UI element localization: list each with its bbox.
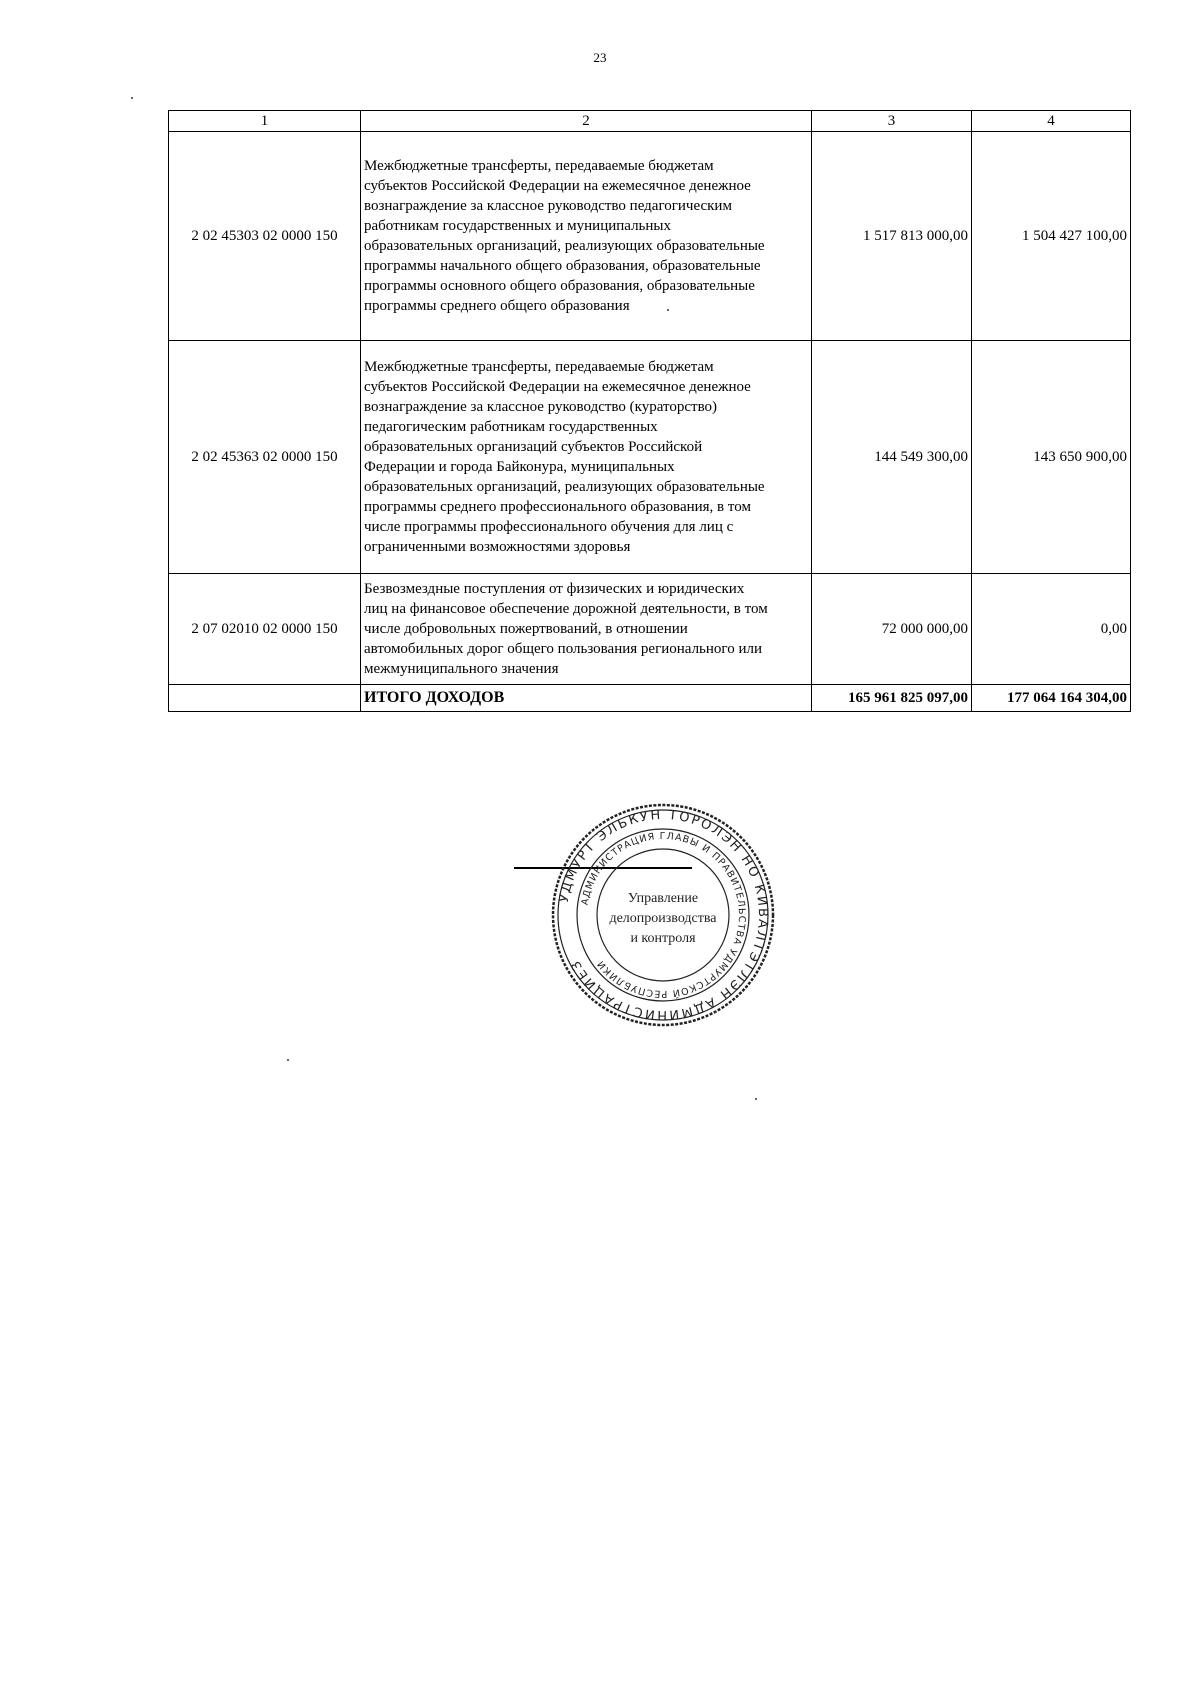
- column-header-2: 2: [361, 111, 812, 132]
- description-line: программы среднего профессионального образования, в том: [364, 499, 751, 515]
- description-line: программы начального общего образования, образовательные: [364, 258, 761, 274]
- total-label: ИТОГО ДОХОДОВ: [361, 685, 812, 712]
- description-line: лиц на финансовое обеспечение дорожной деятельности, в том: [364, 601, 768, 617]
- description-line: образовательных организаций субъектов Российской: [364, 439, 703, 455]
- total-row: [169, 685, 1131, 712]
- description-line: субъектов Российской Федерации на ежемесячное денежное: [364, 178, 751, 194]
- description-line: межмуниципального значения: [364, 661, 559, 677]
- budget-code: 2 07 02010 02 0000 150: [169, 574, 361, 685]
- table-row: [169, 574, 1131, 685]
- scan-speck: [131, 97, 133, 99]
- description-line: образовательных организаций, реализующих образовательные: [364, 238, 765, 254]
- scan-speck: [755, 1098, 757, 1100]
- description-line: Безвозмездные поступления от физических и юридических: [364, 581, 745, 597]
- revenue-description: [361, 132, 812, 341]
- scan-speck: [287, 1059, 289, 1061]
- description-line: программы среднего общего образования: [364, 298, 630, 314]
- amount-column-4: 143 650 900,00: [972, 341, 1131, 574]
- description-line: числе добровольных пожертвований, в отношении: [364, 621, 688, 637]
- table-row: [169, 132, 1131, 341]
- description-line: Межбюджетные трансферты, передаваемые бюджетам: [364, 158, 714, 174]
- column-header-3: 3: [812, 111, 972, 132]
- table-header-row: [169, 111, 1131, 132]
- revenue-description: [361, 574, 812, 685]
- description-line: числе программы профессионального обучения для лиц с: [364, 519, 734, 535]
- total-amount-column-4: 177 064 164 304,00: [972, 685, 1131, 712]
- description-line: работникам государственных и муниципальных: [364, 218, 671, 234]
- column-header-4: 4: [972, 111, 1131, 132]
- revenue-table: [168, 110, 1131, 712]
- revenue-description: [361, 341, 812, 574]
- description-line: ограниченными возможностями здоровья: [364, 539, 631, 555]
- amount-column-3: 1 517 813 000,00: [812, 132, 972, 341]
- total-amount-column-3: 165 961 825 097,00: [812, 685, 972, 712]
- official-seal: [548, 800, 778, 1030]
- description-line: Федерации и города Байконура, муниципальных: [364, 459, 675, 475]
- description-line: образовательных организаций, реализующих образовательные: [364, 479, 765, 495]
- description-line: вознаграждение за классное руководство педагогическим: [364, 198, 732, 214]
- seal-inner-text: АДМИНИСТРАЦИЯ ГЛАВЫ И ПРАВИТЕЛЬСТВА УДМУРТСКОЙ РЕСПУБЛИКИ: [579, 830, 748, 1000]
- amount-column-3: 72 000 000,00: [812, 574, 972, 685]
- seal-outer-text: УДМУРТ ЭЛЬКУН ТОРОЛЭН НО КИВАЛТЭТЛЭН АДМИНИСТРАЦИЕЗ: [556, 807, 771, 1023]
- page-number: 23: [593, 50, 607, 65]
- total-code-cell: [169, 685, 361, 712]
- seal-center-line: делопроизводства: [609, 911, 717, 926]
- column-header-1: 1: [169, 111, 361, 132]
- amount-column-4: 0,00: [972, 574, 1131, 685]
- description-line: вознаграждение за классное руководство (кураторство): [364, 399, 718, 415]
- description-line: субъектов Российской Федерации на ежемесячное денежное: [364, 379, 751, 395]
- description-line: программы основного общего образования, образовательные: [364, 278, 755, 294]
- budget-code: 2 02 45303 02 0000 150: [169, 132, 361, 341]
- description-line: педагогическим работникам государственных: [364, 419, 658, 435]
- budget-code: 2 02 45363 02 0000 150: [169, 341, 361, 574]
- seal-center-line: Управление: [627, 891, 699, 906]
- table-row: [169, 341, 1131, 574]
- description-line: автомобильных дорог общего пользования регионального или: [364, 641, 762, 657]
- scan-speck: [667, 309, 669, 311]
- amount-column-4: 1 504 427 100,00: [972, 132, 1131, 341]
- amount-column-3: 144 549 300,00: [812, 341, 972, 574]
- seal-center-line: и контроля: [630, 931, 696, 946]
- description-line: Межбюджетные трансферты, передаваемые бюджетам: [364, 359, 714, 375]
